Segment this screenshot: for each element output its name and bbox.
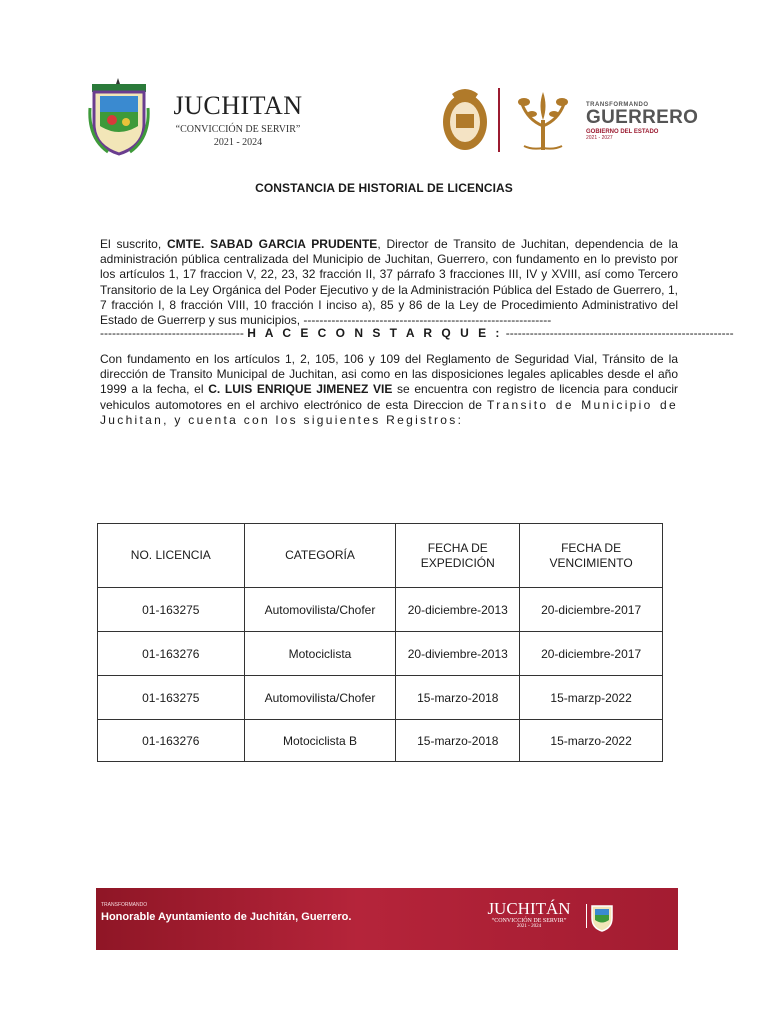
header-vencimiento-text: FECHA DE VENCIMIENTO	[549, 540, 633, 570]
municipio-name: JUCHITAN	[173, 91, 303, 120]
footer-honorable: Honorable Ayuntamiento de Juchitán, Guerrero.	[101, 911, 352, 923]
document-title: CONSTANCIA DE HISTORIAL DE LICENCIAS	[255, 181, 513, 195]
municipio-years: 2021 - 2024	[213, 137, 263, 148]
footer-coat-of-arms-icon	[590, 902, 614, 932]
cell-categoria: Motociclista	[244, 632, 396, 676]
header-expedicion-text: FECHA DE EXPEDICIÓN	[420, 540, 495, 570]
intro-text: El suscrito,	[100, 237, 162, 251]
hace-constar-label: H A C E C O N S T A R Q U E :	[247, 326, 503, 340]
cell-categoria: Automovilista/Chofer	[244, 676, 396, 720]
guerrero-seal-icon	[438, 84, 492, 156]
municipio-motto: “CONVICCIÓN DE SERVIR”	[175, 124, 301, 135]
cell-vencimiento: 20-diciembre-2017	[520, 632, 663, 676]
guerrero-years: 2021 - 2027	[586, 135, 613, 141]
cell-expedicion: 15-marzo-2018	[396, 676, 520, 720]
header-vencimiento	[520, 524, 663, 588]
foundation-text: Con fundamento en los artículos 1, 2, 105, 106 y 109 del Reglamento de Seguridad Vial, Tránsito de la dirección de Transito Municipal de Juchitan, asi como en las disposiciones legales aplicables desde el año 1999 a la fecha, el	[100, 352, 678, 397]
licenses-table	[97, 523, 663, 762]
guerrero-gobierno: GOBIERNO DEL ESTADO	[586, 129, 659, 135]
header-divider	[498, 88, 500, 152]
table-header-row	[98, 524, 663, 588]
cell-licencia: 01-163276	[98, 632, 245, 676]
footer-tagline: TRANSFORMANDO	[101, 902, 148, 908]
dashes-right: ---------------------------------------------------------	[505, 326, 734, 340]
cell-licencia: 01-163276	[98, 720, 245, 762]
cell-expedicion: 20-diviembre-2013	[396, 632, 520, 676]
guerrero-name: GUERRERO	[586, 107, 699, 128]
table-row	[98, 632, 663, 676]
footer-brand-name: JUCHITÁN	[487, 899, 571, 918]
cell-licencia: 01-163275	[98, 676, 245, 720]
table-row	[98, 676, 663, 720]
hace-constar-line	[100, 326, 734, 340]
guerrero-brand	[586, 102, 699, 141]
intro-body: , Director de Transito de Juchitan, dependencia de la administración pública centralizada del Municipio de Juchitan, Guerrero, con fundamento en lo previsto por los artículos 1, 17 fraccion V, 22, 23, 32 fracción II, 37 párrafo 3 fracciones III, IV y XVIII, así como Tercero Transitorio de la Ley Orgánica del Poder Ejecutivo y de la Administración Pública del Estado de Guerrero, 1, 7 fracción I, 8 fracción VIII, 10 fracción I inciso a), 85 y 86 de la Ley de Procedimiento Administrativo del Estado de Guerrerp y sus municipios, --------------------------------------------------------------	[100, 237, 678, 328]
guerrero-tagline: TRANSFORMANDO	[586, 102, 649, 108]
footer-brand	[474, 900, 584, 929]
cell-expedicion: 20-diciembre-2013	[396, 588, 520, 632]
paragraph-foundation	[100, 352, 678, 428]
foundation-text-3: Transito de Municipio de Juchitan, y cuenta con los siguientes Registros:	[100, 397, 678, 427]
director-name: CMTE. SABAD GARCIA PRUDENTE	[166, 237, 378, 251]
header-categoria: CATEGORÍA	[244, 524, 396, 588]
header-expedicion	[396, 524, 520, 588]
foundation-text-2: se encuentra con registro de licencia para conducir vehiculos automotores en el archivo electrónico de esta Direccion de	[100, 382, 678, 412]
juchitan-coat-of-arms-icon	[88, 78, 150, 158]
table-row	[98, 588, 663, 632]
cell-vencimiento: 15-marzo-2022	[520, 720, 663, 762]
paragraph-intro	[100, 237, 678, 328]
footer-brand-years: 2021 - 2024	[516, 924, 542, 929]
footer-banner	[96, 888, 678, 950]
holder-name: C. LUIS ENRIQUE JIMENEZ VIE	[208, 382, 393, 397]
cell-vencimiento: 20-diciembre-2017	[520, 588, 663, 632]
cell-categoria: Automovilista/Chofer	[244, 588, 396, 632]
tree-roots-icon	[514, 90, 572, 152]
municipio-brand	[158, 92, 318, 148]
footer-divider	[586, 904, 587, 928]
dashes-left: ------------------------------------	[100, 326, 244, 340]
table-row	[98, 720, 663, 762]
cell-vencimiento: 15-marzp-2022	[520, 676, 663, 720]
header-licencia: NO. LICENCIA	[98, 524, 245, 588]
cell-licencia: 01-163275	[98, 588, 245, 632]
letterhead	[0, 78, 768, 168]
cell-expedicion: 15-marzo-2018	[396, 720, 520, 762]
footer-brand-motto: “CONVICCIÓN DE SERVIR”	[491, 918, 567, 924]
cell-categoria: Motociclista B	[244, 720, 396, 762]
